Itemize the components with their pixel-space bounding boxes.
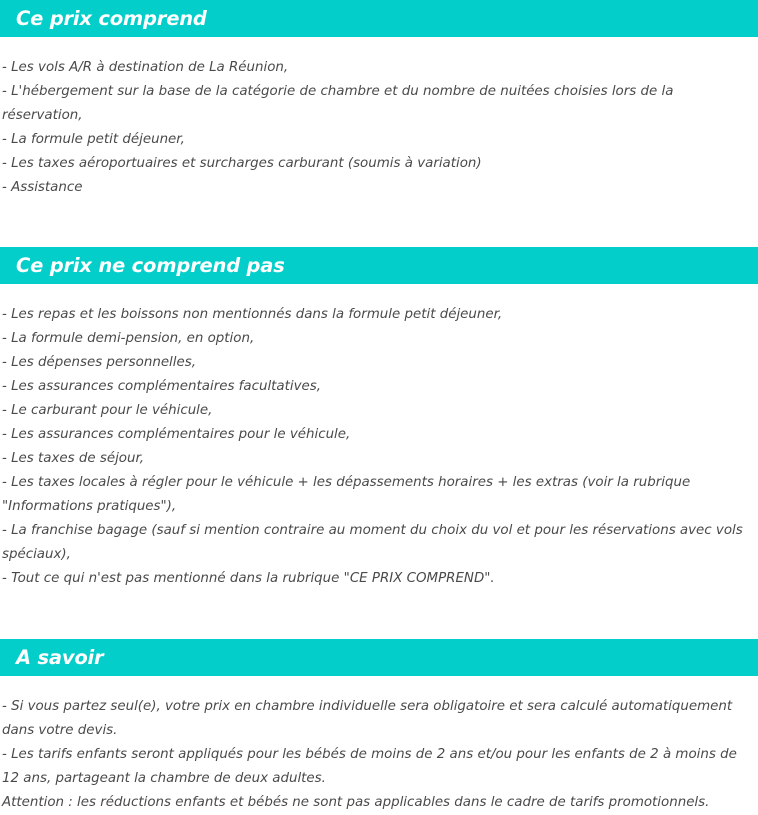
list-item: - La franchise bagage (sauf si mention contraire au moment du choix du vol et pour les réservations avec vols spéciaux), [2,523,743,562]
list-item: - Les vols A/R à destination de La Réunion, [2,60,289,75]
list-item: - Assistance [2,180,83,195]
list-item: - Les taxes locales à régler pour le véhicule + les dépassements horaires + les extras (voir la rubrique "Informations pratiques"), [2,475,691,514]
list-item: Attention : les réductions enfants et bébés ne sont pas applicables dans le cadre de tarifs promotionnels. [2,795,710,810]
list-item: - Le carburant pour le véhicule, [2,403,213,418]
list-item: - La formule petit déjeuner, [2,132,185,147]
section-header-ce-prix-ne-comprend-pas: Ce prix ne comprend pas [0,247,758,284]
section-body-a-savoir [0,695,758,815]
section-body-ce-prix-comprend [0,56,758,200]
list-item: - Les tarifs enfants seront appliqués pour les bébés de moins de 2 ans et/ou pour les enfants de 2 à moins de 12 ans, partageant la chambre de deux adultes. [2,747,737,786]
list-item: - Les taxes aéroportuaires et surcharges carburant (soumis à variation) [2,156,482,171]
list-item: - Les dépenses personnelles, [2,355,196,370]
list-item: - L'hébergement sur la base de la catégorie de chambre et du nombre de nuitées choisies lors de la réservation, [2,84,674,123]
list-item: - Les repas et les boissons non mentionnés dans la formule petit déjeuner, [2,307,503,322]
section-header-ce-prix-comprend: Ce prix comprend [0,0,758,37]
list-item: - Les assurances complémentaires pour le véhicule, [2,427,351,442]
list-item: - Les assurances complémentaires facultatives, [2,379,321,394]
list-item: - Si vous partez seul(e), votre prix en chambre individuelle sera obligatoire et sera calculé automatiquement dans votre devis. [2,699,733,738]
list-item: - Les taxes de séjour, [2,451,145,466]
list-item: - La formule demi-pension, en option, [2,331,255,346]
section-body-ce-prix-ne-comprend-pas [0,303,758,591]
list-item: - Tout ce qui n'est pas mentionné dans la rubrique "CE PRIX COMPREND". [2,571,495,586]
section-header-a-savoir: A savoir [0,639,758,676]
